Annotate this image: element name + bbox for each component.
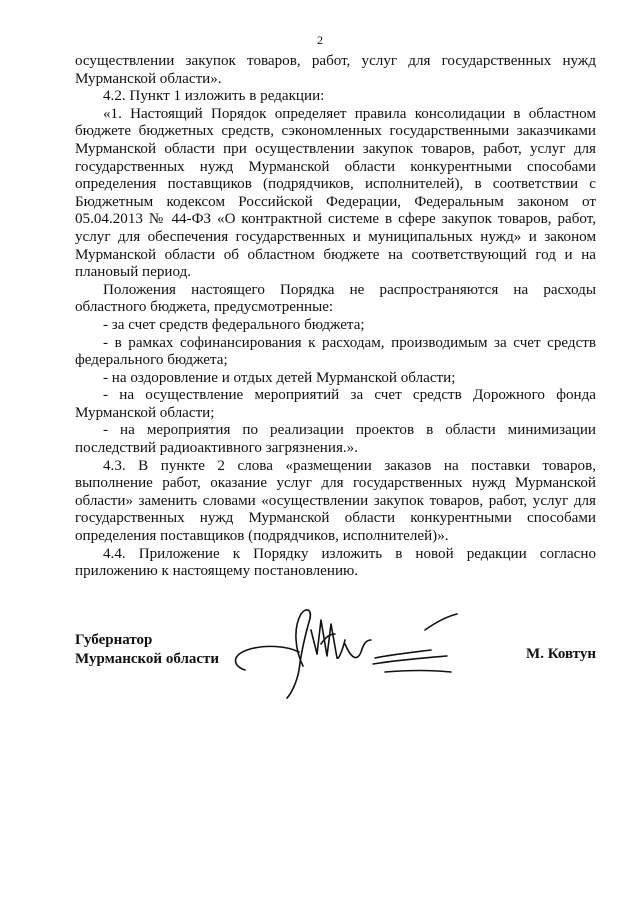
signature-block — [75, 600, 596, 710]
signatory-name: М. Ковтун — [526, 646, 596, 662]
exclusion-item: - на осуществление мероприятий за счет средств Дорожного фонда Мурманской области; — [75, 387, 596, 421]
exclusion-item: - на мероприятия по реализации проектов в области минимизации последствий радиоактивного загрязнения.». — [75, 422, 596, 457]
signatory-title-line1: Губернатор — [75, 632, 153, 648]
paragraph-4-2-clause-1: «1. Настоящий Порядок определяет правила консолидации в областном бюджете бюджетных средств, сэкономленных государственными заказчиками Мурманской области при осуществлении закупок товаров, работ, услуг для государственных нужд Мурманской области конкурентными способами определения поставщиков (подрядчиков, исполнителей), в соответствии с Бюджетным кодексом Российской Федерации, Федеральным законом от 05.04.2013 № 44-ФЗ «О контрактной системе в сфере закупок товаров, работ, услуг для обеспечения государственных и муниципальных нужд» и законом Мурманской области об областном бюджете на соответствующий год и на плановый период. — [75, 105, 596, 281]
signatory-title — [75, 631, 219, 669]
handwritten-signature — [225, 600, 495, 700]
exclusion-item: - на оздоровление и отдых детей Мурманской области; — [103, 369, 456, 386]
exclusion-item: - за счет средств федерального бюджета; — [103, 316, 365, 333]
document-body — [75, 53, 596, 581]
paragraph-4-2-heading: 4.2. Пункт 1 изложить в редакции: — [103, 88, 325, 105]
paragraph-continuation: осуществлении закупок товаров, работ, услуг для государственных нужд Мурманской области». — [75, 53, 596, 87]
signatory-title-line2: Мурманской области — [75, 651, 220, 667]
paragraph-4-3: 4.3. В пункте 2 слова «размещении заказов на поставки товаров, выполнение работ, оказание услуг для государственных нужд Мурманской области» заменить словами «осуществлении закупок товаров, работ, услуг для государственных нужд Мурманской области конкурентными способами определения поставщиков (подрядчиков, исполнителей)». — [75, 457, 596, 545]
paragraph-4-4: 4.4. Приложение к Порядку изложить в новой редакции согласно приложению к настоящему постановлению. — [75, 545, 596, 580]
exclusion-item: - в рамках софинансирования к расходам, производимым за счет средств федерального бюджета; — [75, 334, 596, 369]
page-number: 2 — [317, 33, 323, 47]
paragraph-exclusions-intro: Положения настоящего Порядка не распространяются на расходы областного бюджета, предусмотренные: — [75, 281, 596, 316]
